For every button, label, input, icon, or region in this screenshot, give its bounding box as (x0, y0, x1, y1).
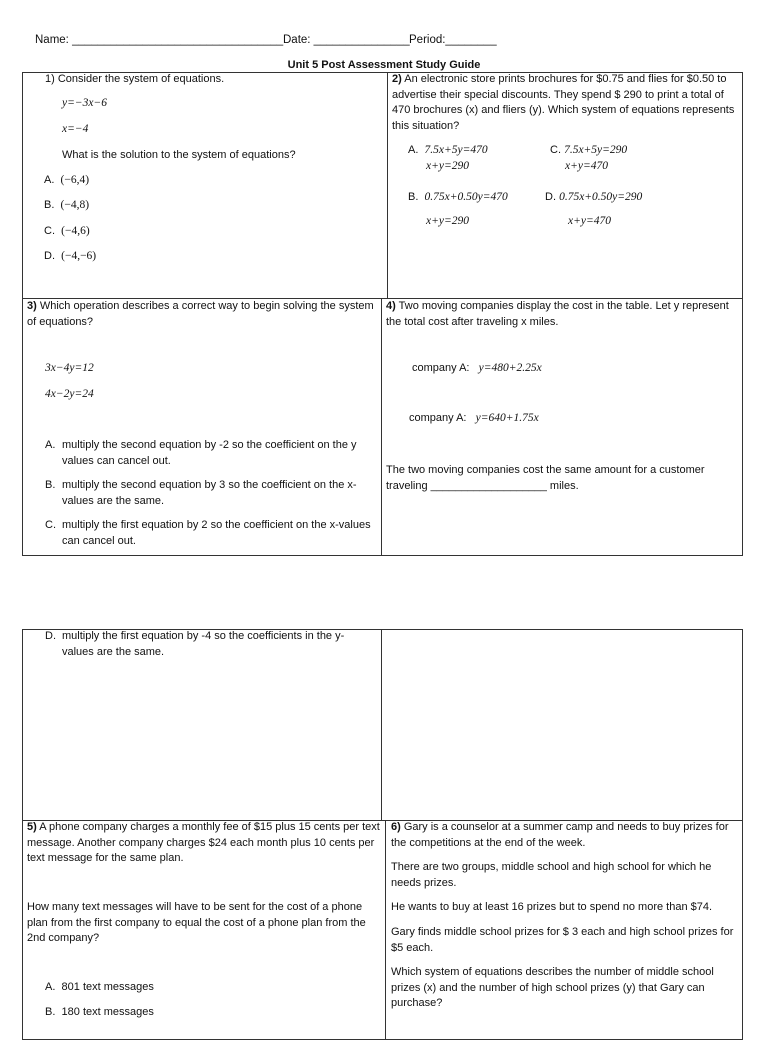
q5-option-b[interactable]: B. 180 text messages (45, 1006, 154, 1018)
question-1-cell (22, 72, 387, 299)
q2-number: 2) (392, 73, 402, 85)
q2-option-a-line2: x+y=290 (426, 160, 469, 172)
q3-equation-2: 4x−2y=24 (45, 388, 94, 400)
q3-option-d[interactable]: D. multiply the first equation by -4 so the coefficients in the y-values are the same. (45, 630, 345, 658)
q6-paragraph-1: 6) Gary is a counselor at a summer camp and needs to buy prizes for the competitions at the end of the week. (391, 821, 729, 849)
q3-option-a[interactable]: A. multiply the second equation by -2 so the coefficient on the y values can cancel out. (45, 439, 357, 467)
q2-option-b[interactable]: B. 0.75x+0.50y=470 (408, 191, 508, 203)
q3-equation-1: 3x−4y=12 (45, 362, 94, 374)
q5-text: 5) A phone company charges a monthly fee of $15 plus 15 cents per text message. Another company charges $24 each month plus 10 cents per text message for the same plan. (27, 821, 380, 864)
q4-answer-blank[interactable]: The two moving companies cost the same amount for a customer traveling ___________________ miles. (386, 464, 705, 492)
q1-option-b[interactable]: B. (−4,8) (44, 199, 90, 211)
q2-text: 2) An electronic store prints brochures for $0.75 and flies for $0.50 to advertise their special discounts. They spend $ 290 to print a total of 470 brochures (x) and fliers (y). Which system of equations represents this situation? (392, 73, 735, 132)
question-3-cell (22, 298, 380, 556)
q3-option-b[interactable]: B. multiply the second equation by 3 so the coefficient on the x-values are the same. (45, 479, 357, 507)
column-divider (381, 299, 382, 555)
q2-option-c-line2: x+y=470 (565, 160, 608, 172)
q4-company-2: company A: y=640+1.75x (409, 412, 539, 424)
q3-number: 3) (27, 300, 37, 312)
q1-option-d[interactable]: D. (−4,−6) (44, 250, 97, 262)
period-field-label: Period:________ (409, 34, 497, 46)
q1-equation-1: y=−3x−6 (62, 97, 107, 109)
question-5-cell (22, 820, 384, 1024)
q3-option-c[interactable]: C. multiply the first equation by 2 so the coefficient on the x-values can cancel out. (45, 519, 371, 547)
q5-number: 5) (27, 821, 37, 833)
question-2-cell (389, 72, 741, 299)
date-field-label: Date: _______________ (283, 34, 410, 46)
q4-text: 4) Two moving companies display the cost in the table. Let y represent the total cost after traveling x miles. (386, 300, 729, 328)
q3-text: 3) Which operation describes a correct way to begin solving the system of equations? (27, 300, 374, 328)
question-3-continued-cell (22, 629, 380, 821)
q5-question: How many text messages will have to be sent for the cost of a phone plan from the first company to equal the cost of a phone plan from the 2nd company? (27, 901, 366, 944)
q2-option-b-line2: x+y=290 (426, 215, 469, 227)
page-title: Unit 5 Post Assessment Study Guide (287, 59, 481, 71)
column-divider (381, 630, 382, 820)
q6-paragraph-5: Which system of equations describes the number of middle school prizes (x) and the number of high school prizes (y) that Gary can purchase? (391, 966, 714, 1009)
q1-option-c[interactable]: C. (−4,6) (44, 225, 90, 237)
q1-option-a[interactable]: A. (−6,4) (44, 174, 90, 186)
name-field-label: Name: _________________________________ (35, 34, 284, 46)
q4-company-1: company A: y=480+2.25x (412, 362, 542, 374)
q6-number: 6) (391, 821, 401, 833)
q6-paragraph-2: There are two groups, middle school and high school for which he needs prizes. (391, 861, 712, 889)
q1-prompt: 1) Consider the system of equations. (45, 73, 225, 85)
q2-option-d-line2: x+y=470 (568, 215, 611, 227)
q5-option-a[interactable]: A. 801 text messages (45, 981, 154, 993)
q2-option-c[interactable]: C. 7.5x+5y=290 (550, 144, 628, 156)
q4-number: 4) (386, 300, 396, 312)
q1-equation-2: x=−4 (62, 123, 89, 135)
question-4-cell (383, 298, 741, 556)
question-6-cell (386, 820, 741, 1024)
column-divider (387, 73, 388, 298)
q2-option-d[interactable]: D. 0.75x+0.50y=290 (545, 191, 643, 203)
q1-question: What is the solution to the system of equations? (62, 149, 296, 161)
q2-option-a[interactable]: A. 7.5x+5y=470 (408, 144, 488, 156)
q6-paragraph-4: Gary finds middle school prizes for $ 3 each and high school prizes for $5 each. (391, 926, 734, 954)
q6-paragraph-3: He wants to buy at least 16 prizes but to spend no more than $74. (391, 901, 713, 913)
